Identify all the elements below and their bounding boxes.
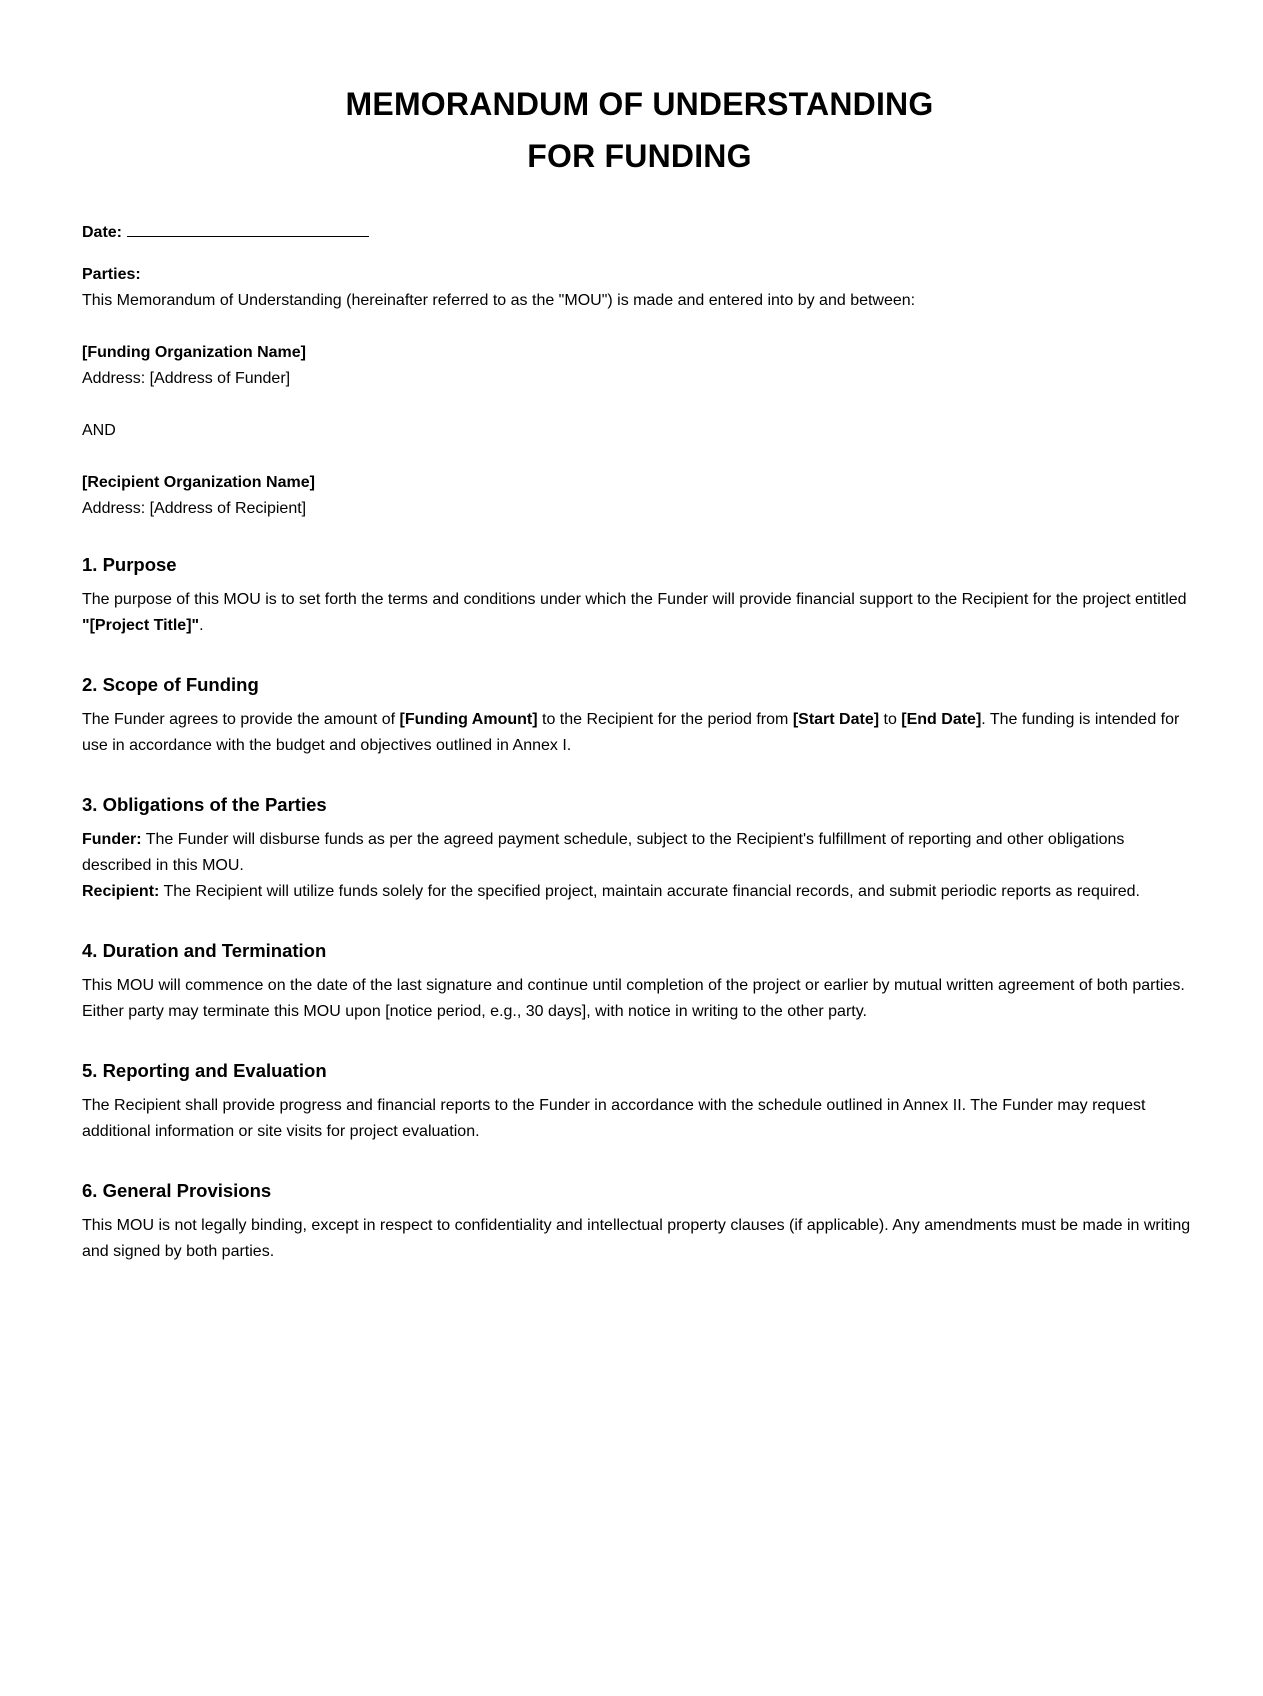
section-heading-scope: 2. Scope of Funding <box>82 674 259 695</box>
funding-amount-placeholder: [Funding Amount] <box>399 711 538 728</box>
section-reporting <box>82 1058 1197 1145</box>
scope-text-b: to the Recipient for the period from <box>537 711 793 728</box>
section-general <box>82 1178 1197 1265</box>
section-text-purpose <box>82 587 1197 639</box>
section-heading-reporting: 5. Reporting and Evaluation <box>82 1060 327 1081</box>
scope-text-d: . The funding is intended for use in accordance with the budget and objectives outlined in Annex I. <box>82 711 1180 754</box>
section-obligations <box>82 792 1197 905</box>
section-text-reporting: The Recipient shall provide progress and financial reports to the Funder in accordance with the schedule outlined in Annex II. The Funder may request additional information or site visits for project evaluation. <box>82 1097 1146 1140</box>
start-date-placeholder: [Start Date] <box>792 711 880 728</box>
section-duration <box>82 938 1197 1025</box>
funder-name: [Funding Organization Name] <box>82 344 306 361</box>
obligation-recipient-label: Recipient: <box>82 883 160 900</box>
obligation-funder <box>82 827 1197 879</box>
and-separator: AND <box>82 422 116 439</box>
recipient-name: [Recipient Organization Name] <box>82 474 315 491</box>
section-purpose <box>82 552 1197 639</box>
parties-label: Parties: <box>82 266 141 283</box>
obligation-funder-label: Funder: <box>82 831 142 848</box>
scope-text-a: The Funder agrees to provide the amount of <box>82 711 400 728</box>
section-text-duration: This MOU will commence on the date of the last signature and continue until completion of the project or earlier by mutual written agreement of both parties. Either party may terminate this MOU upon [notice period, e.g., 30 days], with notice in writing to the other party. <box>82 977 1185 1020</box>
section-text-scope <box>82 707 1197 759</box>
date-blank-line <box>127 218 369 237</box>
section-heading-obligations: 3. Obligations of the Parties <box>82 794 327 815</box>
document-page <box>82 0 1197 1265</box>
scope-text-c: to <box>879 711 902 728</box>
section-heading-purpose: 1. Purpose <box>82 554 177 575</box>
purpose-text-b: . <box>199 617 204 634</box>
obligation-recipient <box>82 879 1197 905</box>
recipient-address: Address: [Address of Recipient] <box>82 500 307 517</box>
section-heading-duration: 4. Duration and Termination <box>82 940 327 961</box>
title-line-2: FOR FUNDING <box>527 138 752 174</box>
title-line-1: MEMORANDUM OF UNDERSTANDING <box>345 86 934 122</box>
end-date-placeholder: [End Date] <box>901 711 982 728</box>
parties-intro: This Memorandum of Understanding (hereinafter referred to as the "MOU") is made and entered into by and between: <box>82 292 916 309</box>
date-label: Date: <box>82 224 123 241</box>
section-scope <box>82 672 1197 759</box>
section-heading-general: 6. General Provisions <box>82 1180 272 1201</box>
date-row <box>82 218 1197 246</box>
section-text-general: This MOU is not legally binding, except in respect to confidentiality and intellectual property clauses (if applicable). Any amendments must be made in writing and signed by both parties. <box>82 1217 1191 1260</box>
funder-address: Address: [Address of Funder] <box>82 370 291 387</box>
obligation-funder-text: The Funder will disburse funds as per the agreed payment schedule, subject to the Recipient's fulfillment of reporting and other obligations described in this MOU. <box>82 831 1125 874</box>
purpose-text-a: The purpose of this MOU is to set forth the terms and conditions under which the Funder will provide financial support to the Recipient for the project entitled <box>82 591 1187 608</box>
obligation-recipient-text: The Recipient will utilize funds solely for the specified project, maintain accurate financial records, and submit periodic reports as required. <box>159 883 1140 900</box>
project-title-placeholder: "[Project Title]" <box>82 617 200 634</box>
document-title <box>82 78 1197 182</box>
